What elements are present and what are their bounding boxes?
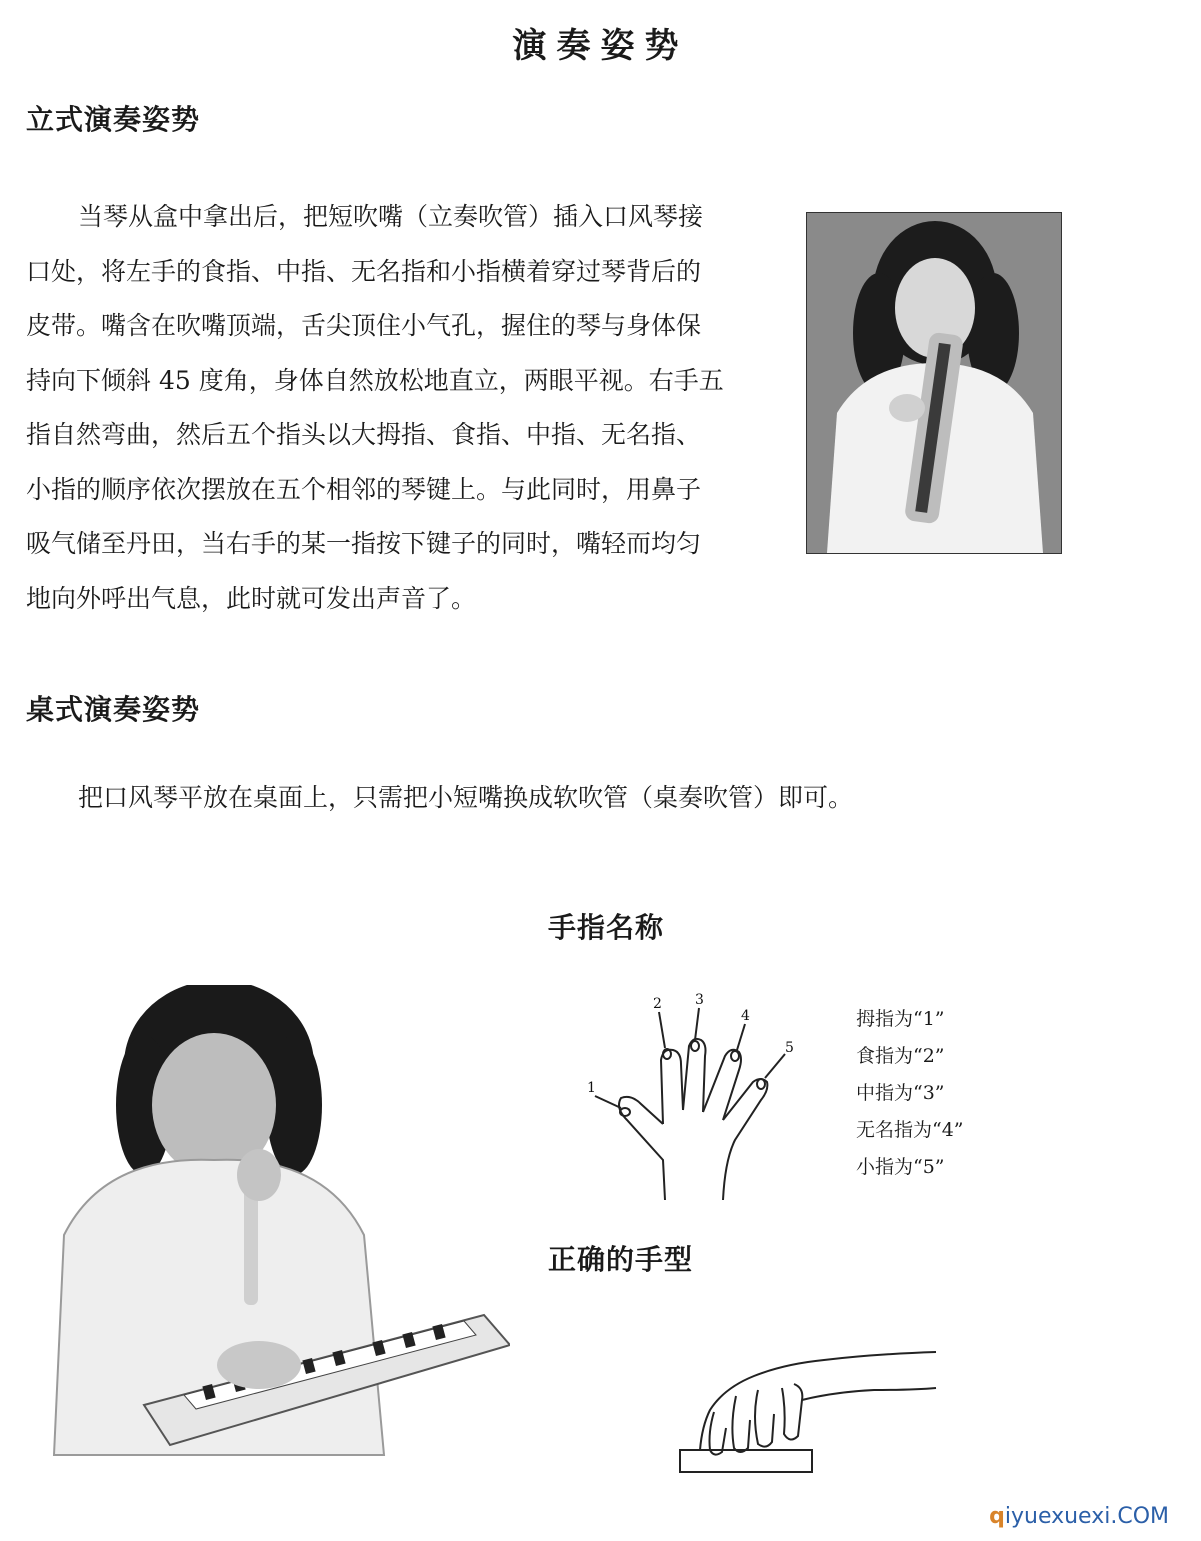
table-text: 把口风琴平放在桌面上，只需把小短嘴换成软吹管（桌奏吹管）即可。	[78, 783, 854, 812]
hand-outline-illustration	[585, 990, 805, 1205]
paragraph-line: 吸气储至丹田，当右手的某一指按下键子的同时，嘴轻而均匀	[26, 529, 702, 558]
finger-number-1: 1	[587, 1080, 596, 1096]
site-watermark	[989, 1504, 1169, 1529]
standing-paragraph	[26, 195, 796, 631]
finger-label-little: 小指为“5”	[856, 1156, 945, 1178]
curved-hand-illustration	[674, 1340, 944, 1480]
finger-number-2: 2	[653, 996, 662, 1012]
paragraph-line: 小指的顺序依次摆放在五个相邻的琴键上。与此同时，用鼻子	[26, 474, 702, 504]
table-player-illustration	[44, 985, 510, 1465]
finger-label-index: 食指为“2”	[856, 1045, 945, 1067]
paragraph-line: 指自然弯曲，然后五个指头以大拇指、食指、中指、无名指、	[26, 420, 702, 449]
watermark-domain: iyuexuexi.COM	[1004, 1504, 1169, 1529]
standing-player-photo	[806, 212, 1062, 554]
finger-names-heading: 手指名称	[548, 911, 665, 944]
standing-heading: 立式演奏姿势	[26, 103, 201, 136]
finger-name-list	[856, 1004, 964, 1189]
watermark-initial: q	[989, 1504, 1005, 1529]
finger-number-5: 5	[785, 1040, 794, 1056]
finger-label-middle: 中指为“3”	[856, 1082, 945, 1104]
finger-number-4: 4	[741, 1008, 750, 1024]
finger-label-ring: 无名指为“4”	[856, 1119, 964, 1141]
hand-shape-heading: 正确的手型	[548, 1243, 694, 1276]
hand-diagram	[585, 990, 805, 1205]
finger-label-thumb: 拇指为“1”	[856, 1008, 945, 1030]
paragraph-line: 地向外呼出气息，此时就可发出声音了。	[26, 583, 477, 613]
page-title: 演奏姿势	[512, 26, 689, 66]
standing-player-illustration	[807, 213, 1061, 553]
paragraph-line: 持向下倾斜 45 度角，身体自然放松地直立，两眼平视。右手五	[26, 365, 724, 395]
paragraph-line: 当琴从盒中拿出后，把短吹嘴（立奏吹管）插入口风琴接	[78, 202, 704, 231]
paragraph-line: 皮带。嘴含在吹嘴顶端，舌尖顶住小气孔，握住的琴与身体保	[26, 311, 702, 340]
table-player-photo	[44, 985, 510, 1465]
hand-shape-diagram	[674, 1340, 944, 1480]
paragraph-line: 口处，将左手的食指、中指、无名指和小指横着穿过琴背后的	[26, 256, 702, 286]
table-heading: 桌式演奏姿势	[26, 693, 201, 726]
finger-number-3: 3	[695, 992, 704, 1008]
